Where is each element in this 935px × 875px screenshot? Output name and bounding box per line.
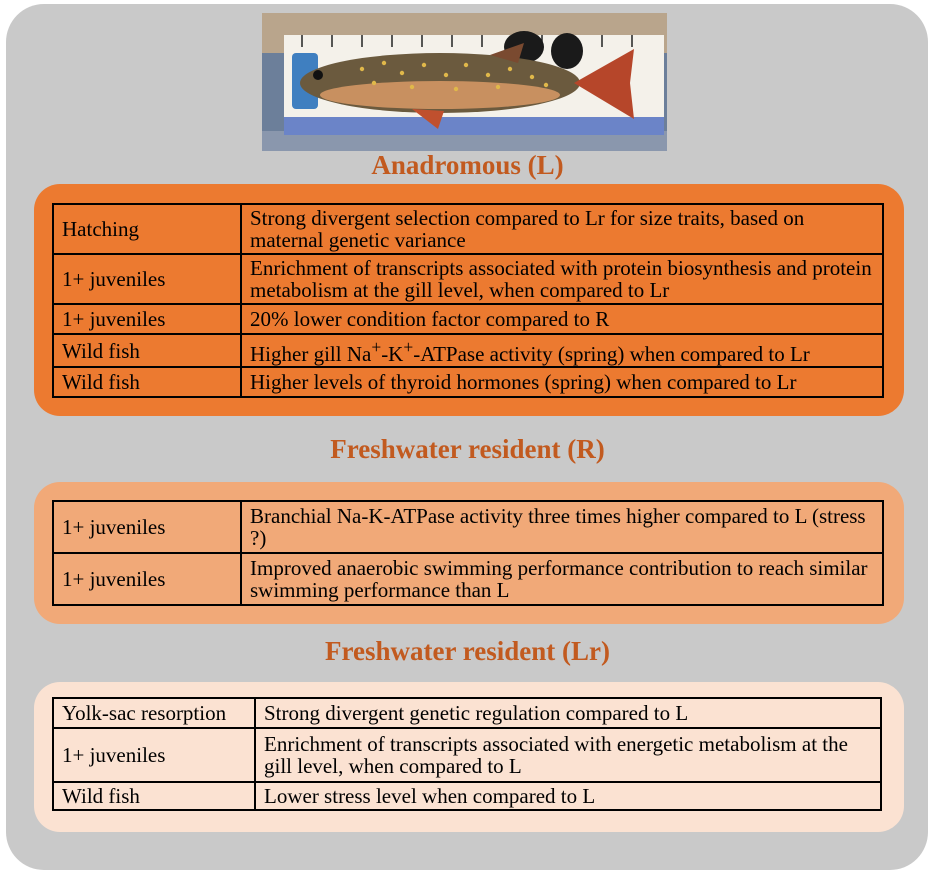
superscript-plus: +	[371, 337, 382, 357]
resident-r-title: Freshwater resident (R)	[330, 434, 605, 464]
resident-lr-table	[52, 697, 882, 811]
finding-text: -K	[381, 342, 404, 366]
finding-text: Higher gill Na	[250, 342, 372, 366]
finding-cell: 20% lower condition factor compared to R	[241, 304, 883, 334]
table-row	[53, 334, 883, 367]
stage-cell: 1+ juveniles	[53, 553, 241, 605]
stage-cell: 1+ juveniles	[53, 501, 241, 553]
finding-cell: Strong divergent selection compared to Lr for size traits, based on maternal genetic variance	[241, 204, 883, 254]
table-row	[53, 501, 883, 553]
finding-cell: Branchial Na-K-ATPase activity three times higher compared to L (stress ?)	[241, 501, 883, 553]
table-row	[53, 304, 883, 334]
finding-cell: Lower stress level when compared to L	[255, 782, 881, 810]
stage-cell: Wild fish	[53, 367, 241, 397]
anadromous-title: Anadromous (L)	[371, 150, 564, 180]
resident-r-table	[52, 500, 884, 606]
superscript-plus: +	[403, 337, 414, 357]
table-row	[53, 782, 881, 810]
stage-cell: 1+ juveniles	[53, 254, 241, 304]
stage-cell: Wild fish	[53, 782, 255, 810]
trout-photo-icon	[262, 13, 667, 151]
table-row	[53, 553, 883, 605]
table-row	[53, 698, 881, 728]
table-row	[53, 254, 883, 304]
table-row	[53, 204, 883, 254]
finding-cell: Higher levels of thyroid hormones (spring) when compared to Lr	[241, 367, 883, 397]
stage-cell: 1+ juveniles	[53, 728, 255, 782]
finding-text: -ATPase activity (spring) when compared to Lr	[413, 342, 810, 366]
table-row	[53, 728, 881, 782]
finding-cell: Improved anaerobic swimming performance contribution to reach similar swimming performance than L	[241, 553, 883, 605]
finding-cell	[241, 334, 883, 367]
finding-cell: Strong divergent genetic regulation compared to L	[255, 698, 881, 728]
stage-cell: Hatching	[53, 204, 241, 254]
finding-cell: Enrichment of transcripts associated with protein biosynthesis and protein metabolism at the gill level, when compared to Lr	[241, 254, 883, 304]
finding-cell: Enrichment of transcripts associated with energetic metabolism at the gill level, when compared to L	[255, 728, 881, 782]
stage-cell: 1+ juveniles	[53, 304, 241, 334]
stage-cell: Wild fish	[53, 334, 241, 367]
stage-cell: Yolk-sac resorption	[53, 698, 255, 728]
trout-photo	[262, 13, 667, 151]
anadromous-table	[52, 203, 884, 398]
resident-lr-title: Freshwater resident (Lr)	[325, 636, 610, 666]
table-row	[53, 367, 883, 397]
